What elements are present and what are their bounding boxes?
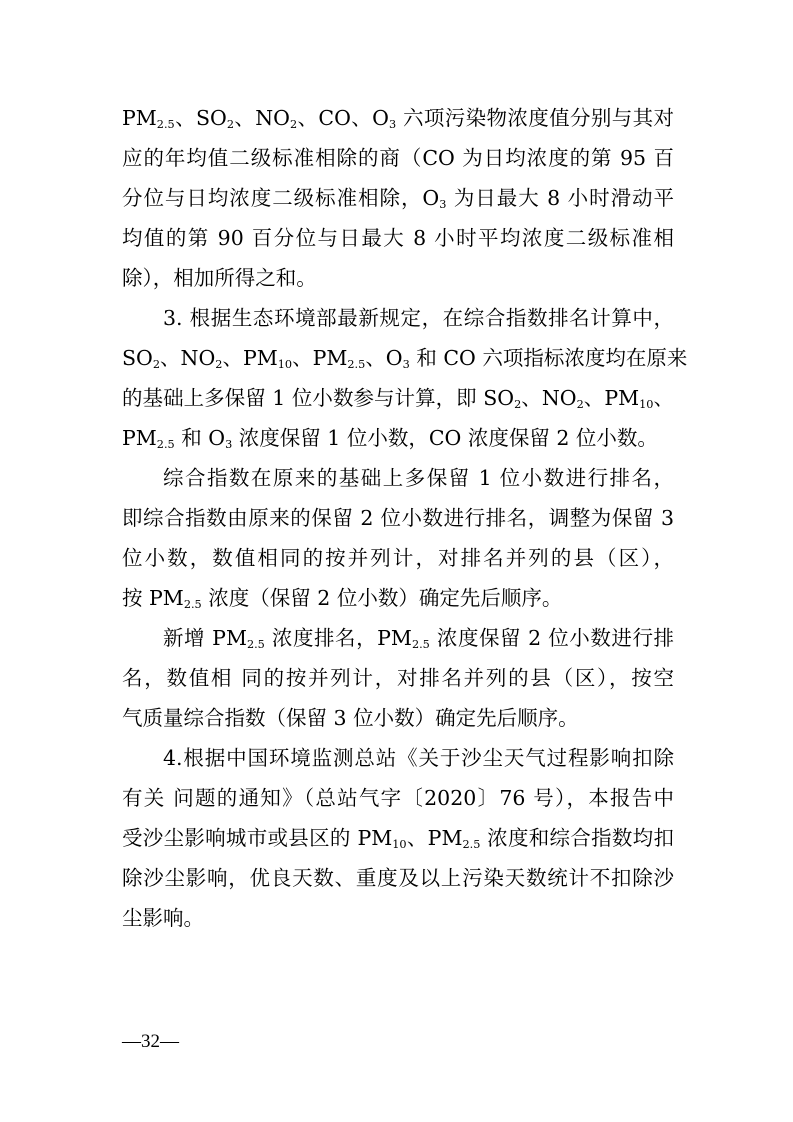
text-line: 综合指数在原来的基础上多保留 1 位小数进行排名，: [163, 466, 674, 490]
text-line: 除沙尘影响，优良天数、重度及以上污染天数统计不扣除沙: [122, 866, 674, 890]
text-line: 有关 问题的通知》（总站气字〔2020〕76 号），本报告中: [122, 786, 674, 810]
text-line: 4.根据中国环境监测总站《关于沙尘天气过程影响扣除: [163, 746, 674, 770]
text-line: 新增 PM2.5 浓度排名，PM2.5 浓度保留 2 位小数进行排: [163, 626, 674, 651]
text-line: 即综合指数由原来的保留 2 位小数进行排名，调整为保留 3: [122, 506, 674, 530]
text-line: 气质量综合指数（保留 3 位小数）确定先后顺序。: [122, 706, 579, 730]
text-line: 除），相加所得之和。: [122, 266, 317, 290]
text-line: SO2、NO2、PM10、PM2.5、O3 和 CO 六项指标浓度均在原来: [122, 346, 688, 371]
text-line: 位小数，数值相同的按并列计，对排名并列的县（区），: [122, 546, 674, 570]
page-number: —32—: [122, 1031, 179, 1052]
text-line: 按 PM2.5 浓度（保留 2 位小数）确定先后顺序。: [122, 586, 563, 611]
text-line: 名，数值相 同的按并列计，对排名并列的县（区），按空: [122, 666, 674, 690]
text-line: 均值的第 90 百分位与日最大 8 小时平均浓度二级标准相: [122, 226, 674, 250]
text-line: 3. 根据生态环境部最新规定，在综合指数排名计算中，: [163, 306, 674, 330]
text-line: PM2.5 和 O3 浓度保留 1 位小数，CO 浓度保留 2 位小数。: [122, 426, 658, 451]
text-line: 分位与日均浓度二级标准相除，O3 为日最大 8 小时滑动平: [122, 186, 674, 211]
text-line: 尘影响。: [122, 906, 204, 930]
text-line: 受沙尘影响城市或县区的 PM10、PM2.5 浓度和综合指数均扣: [122, 826, 674, 851]
text-line: 应的年均值二级标准相除的商（CO 为日均浓度的第 95 百: [122, 146, 674, 170]
text-line: PM2.5、SO2、NO2、CO、O3 六项污染物浓度值分别与其对: [122, 106, 675, 131]
text-line: 的基础上多保留 1 位小数参与计算，即 SO2、NO2、PM10、: [122, 386, 674, 411]
